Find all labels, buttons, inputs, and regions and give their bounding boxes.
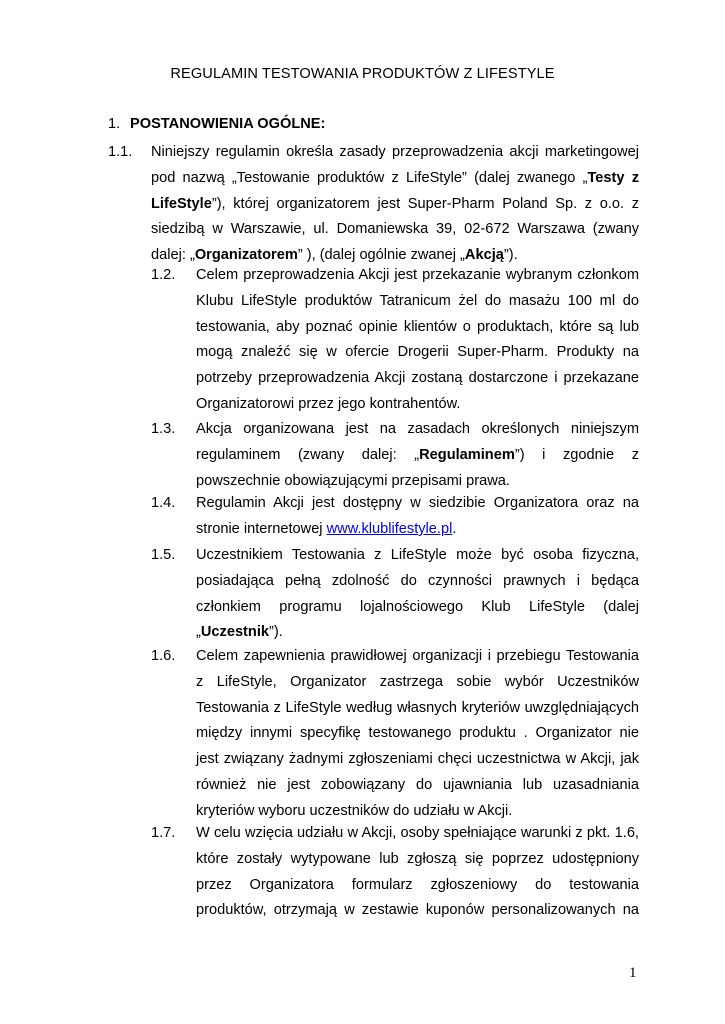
paragraph-number-1-5: 1.5.	[151, 547, 176, 563]
bold-term: Akcją	[464, 247, 504, 264]
section-heading	[108, 114, 325, 134]
paragraph-number-1-2: 1.2.	[151, 267, 176, 283]
paragraph-text: Akcja organizowana jest na zasadach określonych niniejszym regulaminem (zwany dalej: „	[196, 421, 639, 463]
bold-term: Organizatorem	[194, 247, 298, 264]
section-heading-text: POSTANOWIENIA OGÓLNE:	[130, 116, 326, 132]
paragraph-text: Niniejszy regulamin określa zasady przeprowadzenia akcji marketingowej pod nazwą „Testowanie produktów z LifeStyle” (dalej zwanego „	[151, 144, 639, 186]
paragraph-1-4	[196, 491, 639, 543]
paragraph-1-3	[196, 417, 639, 494]
bold-term: Testy z LifeStyle	[151, 169, 639, 212]
website-link[interactable]: www.klublifestyle.pl	[326, 520, 453, 537]
bold-term: Uczestnik	[200, 624, 270, 641]
paragraph-1-1	[151, 140, 639, 269]
page-number: 1	[629, 965, 637, 981]
bold-term: Regulaminem	[419, 446, 515, 463]
paragraph-text: ” ), (dalej ogólnie zwanej „	[297, 247, 465, 264]
paragraph-1-7: W celu wzięcia udziału w Akcji, osoby spełniające warunki z pkt. 1.6, które zostały wytypowane lub zgłoszą się poprzez udostępniony przez Organizatora formularz zgłoszeniowy do testowania produktów, otrzymają w zestawie kuponów personalizowanych na	[196, 825, 639, 919]
paragraph-text: Regulamin Akcji jest dostępny w siedzibie Organizatora oraz na stronie internetowej	[196, 495, 639, 537]
paragraph-text: Uczestnikiem Testowania z LifeStyle może być osoba fizyczna, posiadająca pełną zdolność do czynności prawnych i będąca członkiem programu lojalnościowego Klub LifeStyle (dalej „	[196, 547, 639, 641]
paragraph-number-1-6: 1.6.	[151, 648, 176, 664]
paragraph-text: ”).	[269, 624, 283, 641]
document-title: REGULAMIN TESTOWANIA PRODUKTÓW Z LIFESTYLE	[170, 66, 555, 82]
paragraph-number-1-1: 1.1.	[108, 144, 133, 160]
paragraph-number-1-4: 1.4.	[151, 495, 176, 511]
paragraph-text: ”), której organizatorem jest Super-Pharm Poland Sp. z o.o. z siedzibą w Warszawie, ul. Domaniewska 39, 02-672 Warszawa (zwany dalej: „	[151, 195, 639, 264]
paragraph-text: ”) i zgodnie z powszechnie obowiązującymi przepisami prawa.	[196, 446, 639, 489]
paragraph-text: .	[452, 520, 457, 537]
section-number: 1.	[108, 116, 121, 132]
paragraph-number-1-7: 1.7.	[151, 825, 176, 841]
paragraph-1-6: Celem zapewnienia prawidłowej organizacji i przebiegu Testowania z LifeStyle, Organizator zastrzega sobie wybór Uczestników Testowania z LifeStyle według własnych kryteriów uwzględniających między innymi specyfikę testowanego produktu . Organizator nie jest związany żadnymi zgłoszeniami chęci uczestnictwa w Akcji, jak również nie jest zobowiązany do ujawniania lub uzasadniania kryteriów wyboru uczestników do udziału w Akcji.	[196, 648, 639, 819]
paragraph-1-5	[196, 543, 639, 646]
paragraph-1-2: Celem przeprowadzenia Akcji jest przekazanie wybranym członkom Klubu LifeStyle produktów Tatranicum żel do masażu 100 ml do testowania, aby poznać opinie klientów o produktach, które są lub mogą znaleźć się w ofercie Drogerii Super-Pharm. Produkty na potrzeby przeprowadzenia Akcji zostaną dostarczone i przekazane Organizatorowi przez jego kontrahentów.	[196, 267, 639, 412]
paragraph-text: ”).	[503, 247, 518, 264]
paragraph-number-1-3: 1.3.	[151, 421, 176, 437]
